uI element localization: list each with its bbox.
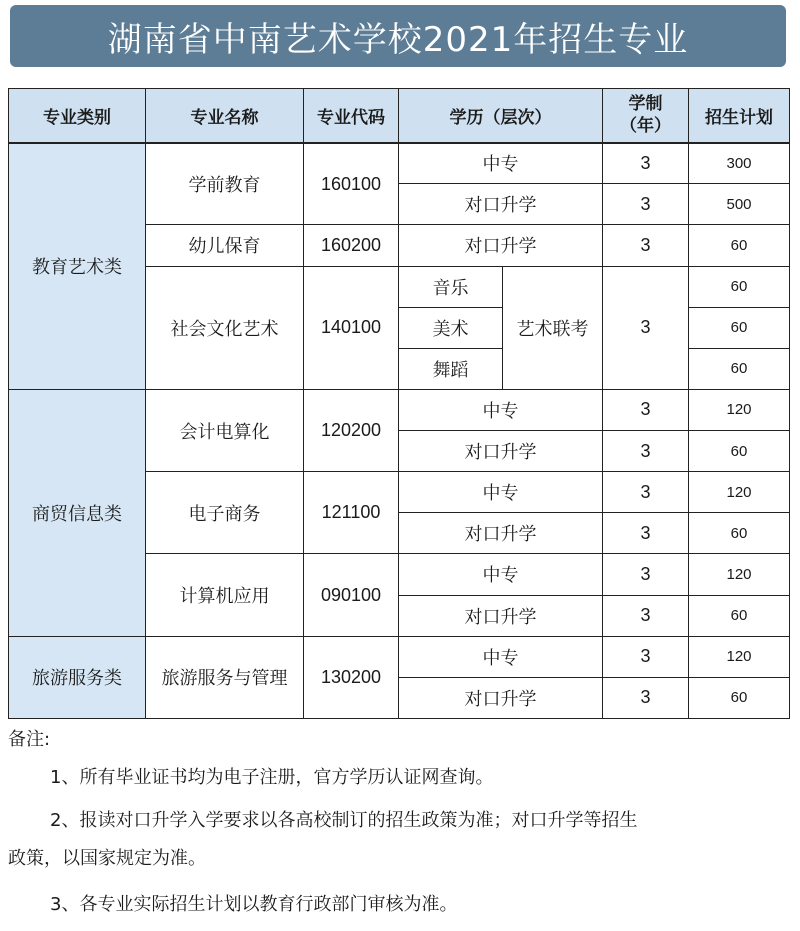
header-major-code: 专业代码 bbox=[304, 89, 399, 143]
table-row bbox=[9, 389, 790, 430]
major-code-cell: 120200 bbox=[304, 389, 399, 471]
plan-cell: 60 bbox=[689, 266, 790, 307]
table-row bbox=[9, 143, 790, 184]
major-code-cell: 121100 bbox=[304, 472, 399, 554]
plan-cell: 60 bbox=[689, 307, 790, 348]
art-exam-cell: 艺术联考 bbox=[503, 266, 603, 389]
plan-cell: 60 bbox=[689, 677, 790, 718]
level-cell: 中专 bbox=[399, 472, 603, 513]
art-subject-cell: 舞蹈 bbox=[399, 348, 503, 389]
art-subject-cell: 美术 bbox=[399, 307, 503, 348]
years-cell: 3 bbox=[603, 389, 689, 430]
plan-cell: 500 bbox=[689, 184, 790, 225]
major-code-cell: 160100 bbox=[304, 143, 399, 225]
table-header-row bbox=[9, 89, 790, 143]
level-cell: 中专 bbox=[399, 554, 603, 595]
major-code-cell: 090100 bbox=[304, 554, 399, 636]
art-subject-cell: 音乐 bbox=[399, 266, 503, 307]
plan-cell: 120 bbox=[689, 636, 790, 677]
category-cell: 教育艺术类 bbox=[9, 143, 146, 390]
major-name-cell: 社会文化艺术 bbox=[146, 266, 304, 389]
page-title: 湖南省中南艺术学校2021年招生专业 bbox=[107, 19, 689, 60]
plan-cell: 120 bbox=[689, 389, 790, 430]
level-cell: 中专 bbox=[399, 143, 603, 184]
plan-cell: 120 bbox=[689, 472, 790, 513]
years-cell: 3 bbox=[603, 677, 689, 718]
header-years-line1: 学制 bbox=[628, 94, 663, 115]
years-cell: 3 bbox=[603, 143, 689, 184]
plan-cell: 60 bbox=[689, 348, 790, 389]
major-name-cell: 电子商务 bbox=[146, 472, 304, 554]
major-code-cell: 130200 bbox=[304, 636, 399, 718]
level-cell: 对口升学 bbox=[399, 595, 603, 636]
level-cell: 对口升学 bbox=[399, 184, 603, 225]
years-cell: 3 bbox=[603, 636, 689, 677]
header-major-name: 专业名称 bbox=[146, 89, 304, 143]
years-cell: 3 bbox=[603, 554, 689, 595]
major-name-cell: 学前教育 bbox=[146, 143, 304, 225]
years-cell: 3 bbox=[603, 595, 689, 636]
major-code-cell: 160200 bbox=[304, 225, 399, 266]
note-item-3: 3、各专业实际招生计划以教育行政部门审核为准。 bbox=[50, 894, 458, 915]
header-plan: 招生计划 bbox=[689, 89, 790, 143]
category-cell: 旅游服务类 bbox=[9, 636, 146, 718]
years-cell: 3 bbox=[603, 184, 689, 225]
level-cell: 对口升学 bbox=[399, 513, 603, 554]
note-item-2: 2、报读对口升学入学要求以各高校制订的招生政策为准；对口升学等招生 bbox=[50, 810, 638, 831]
note-item-1: 1、所有毕业证书均为电子注册，官方学历认证网查询。 bbox=[50, 767, 494, 788]
header-years bbox=[603, 89, 689, 143]
header-education-level: 学历（层次） bbox=[399, 89, 603, 143]
level-cell: 对口升学 bbox=[399, 677, 603, 718]
header-years-line2: （年） bbox=[620, 116, 671, 137]
enrollment-table bbox=[8, 88, 790, 719]
years-cell: 3 bbox=[603, 225, 689, 266]
notes-title: 备注: bbox=[8, 729, 51, 750]
page-title-banner bbox=[10, 5, 786, 67]
level-cell: 中专 bbox=[399, 636, 603, 677]
category-cell: 商贸信息类 bbox=[9, 389, 146, 636]
major-name-cell: 旅游服务与管理 bbox=[146, 636, 304, 718]
major-name-cell: 计算机应用 bbox=[146, 554, 304, 636]
major-name-cell: 幼儿保育 bbox=[146, 225, 304, 266]
major-code-cell: 140100 bbox=[304, 266, 399, 389]
level-cell: 对口升学 bbox=[399, 225, 603, 266]
plan-cell: 120 bbox=[689, 554, 790, 595]
plan-cell: 60 bbox=[689, 595, 790, 636]
table-row bbox=[9, 636, 790, 677]
plan-cell: 60 bbox=[689, 225, 790, 266]
note-item-2-continued: 政策，以国家规定为准。 bbox=[8, 848, 206, 869]
years-cell: 3 bbox=[603, 266, 689, 389]
years-cell: 3 bbox=[603, 431, 689, 472]
level-cell: 对口升学 bbox=[399, 431, 603, 472]
header-category: 专业类别 bbox=[9, 89, 146, 143]
plan-cell: 60 bbox=[689, 513, 790, 554]
major-name-cell: 会计电算化 bbox=[146, 389, 304, 471]
plan-cell: 60 bbox=[689, 431, 790, 472]
plan-cell: 300 bbox=[689, 143, 790, 184]
years-cell: 3 bbox=[603, 472, 689, 513]
years-cell: 3 bbox=[603, 513, 689, 554]
level-cell: 中专 bbox=[399, 389, 603, 430]
